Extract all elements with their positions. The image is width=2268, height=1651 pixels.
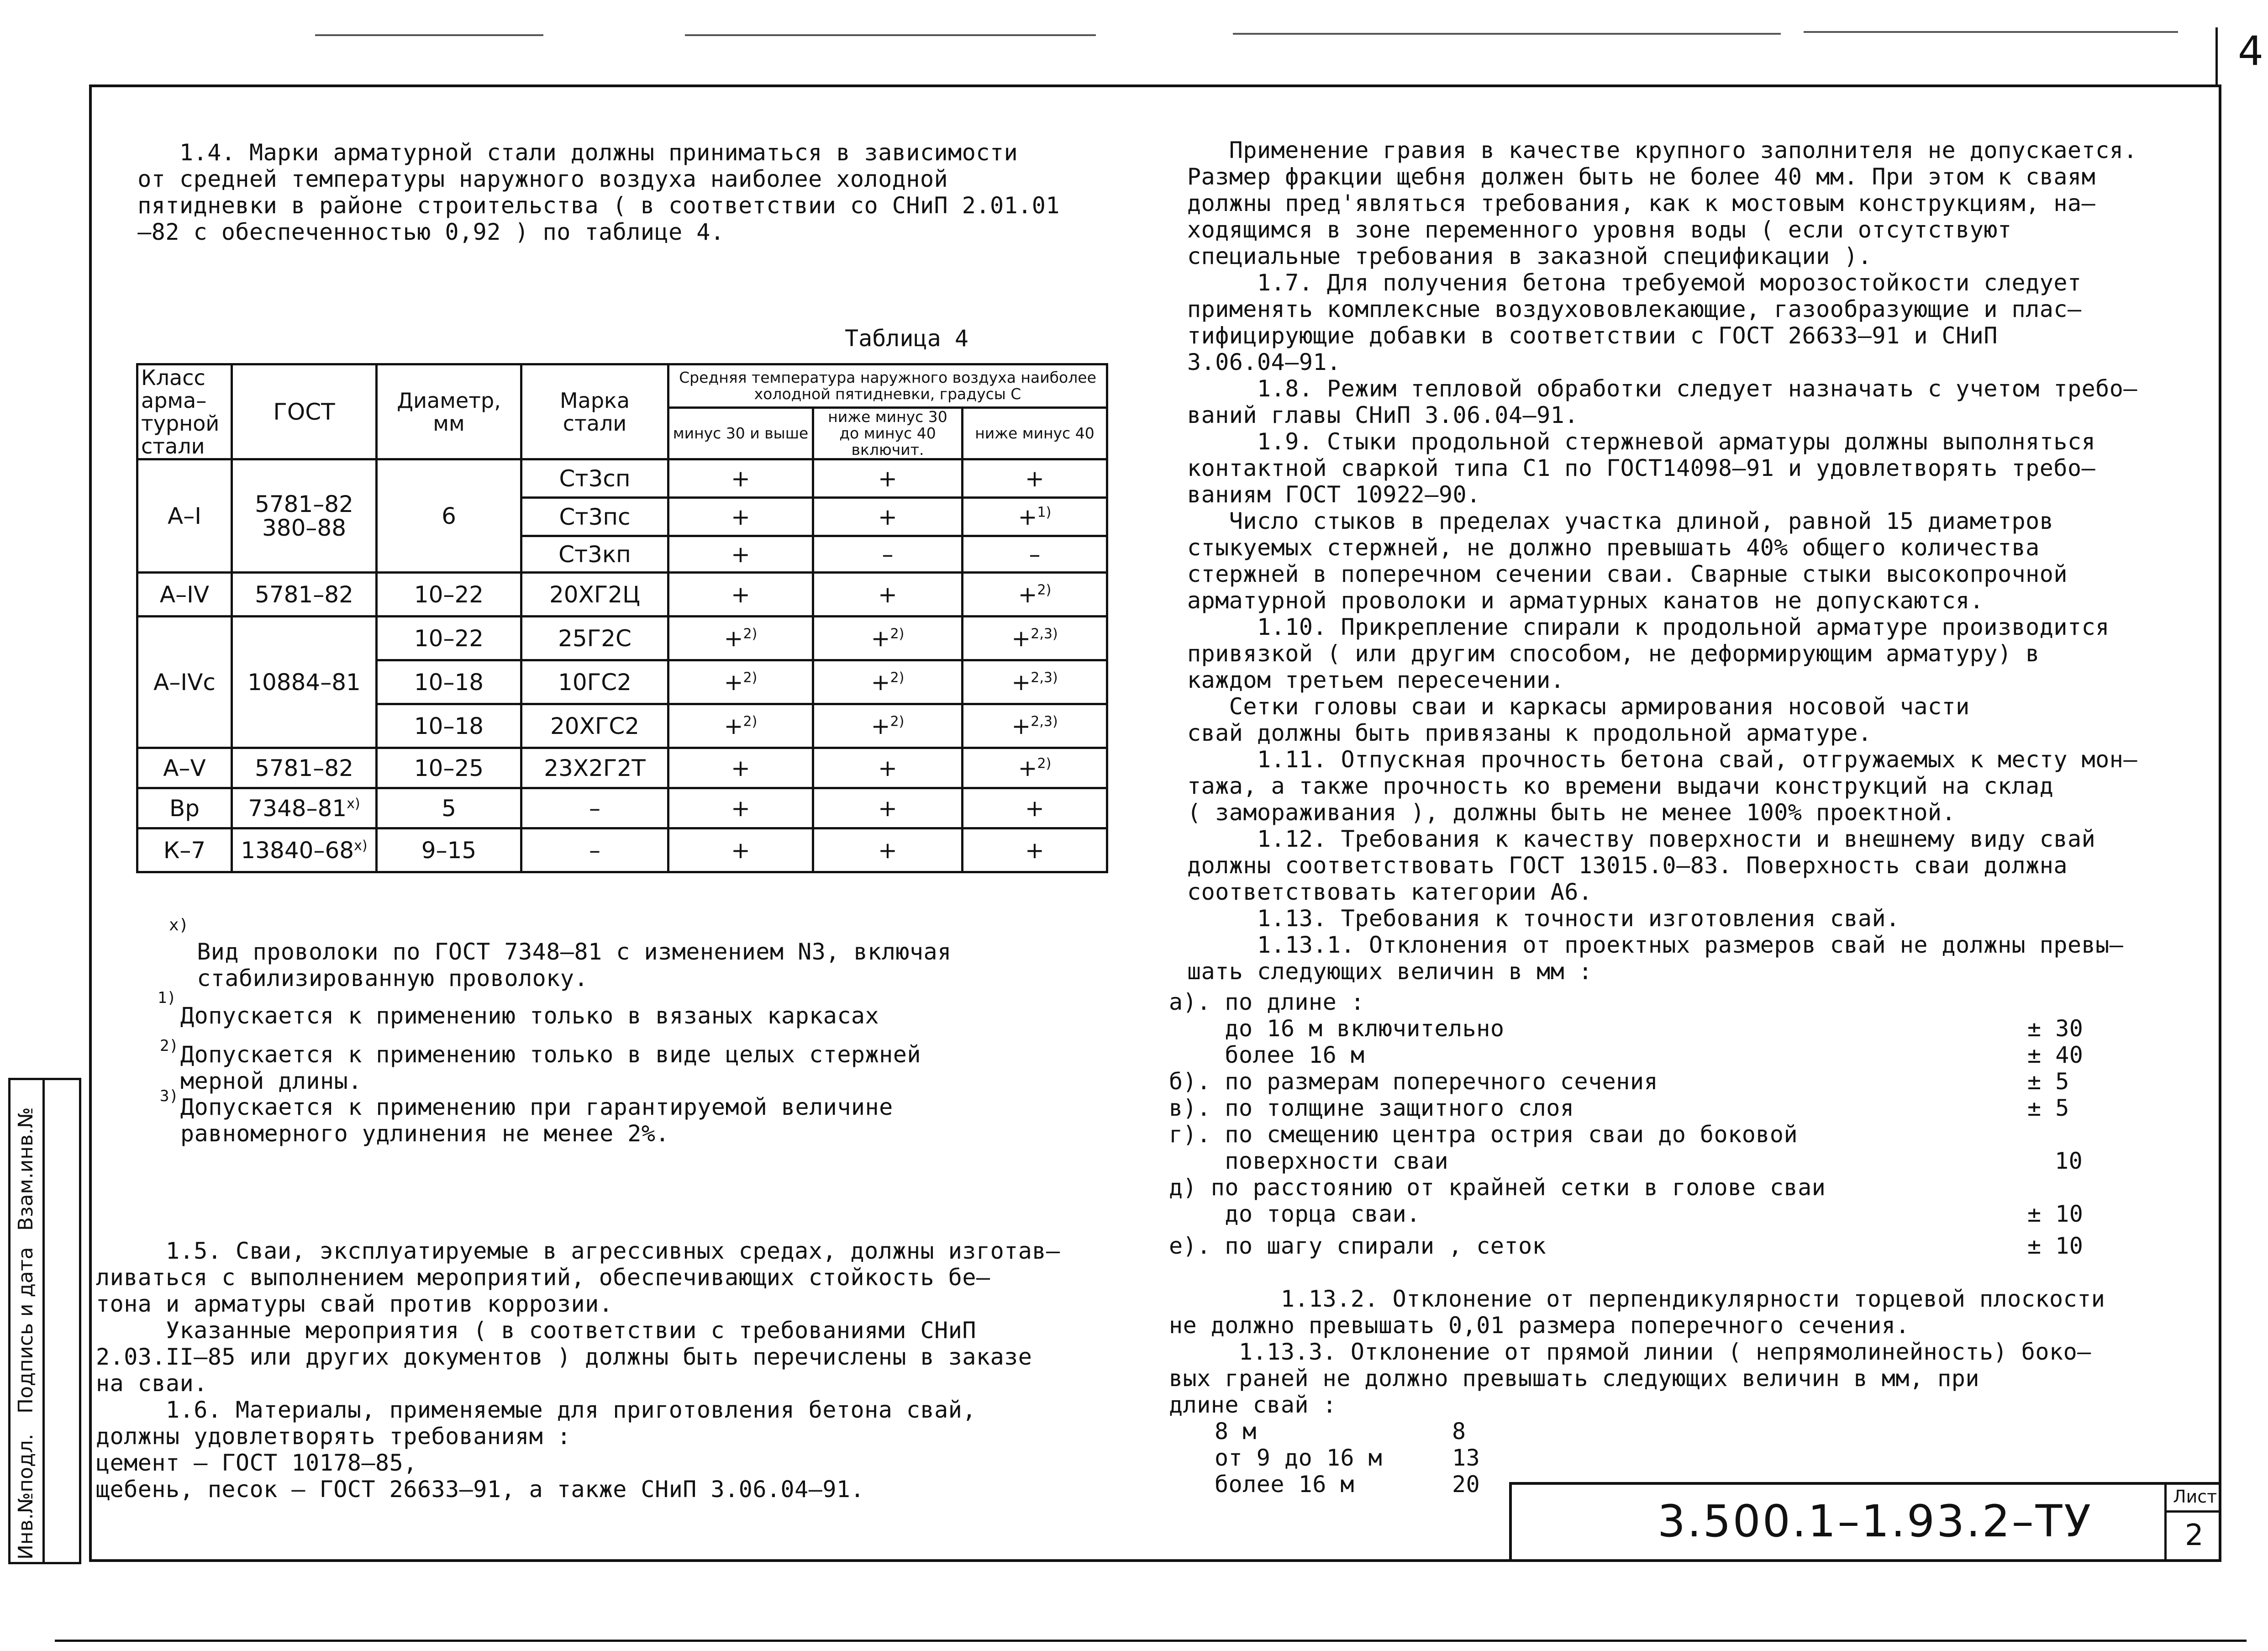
mark: + bbox=[871, 712, 890, 739]
length-row bbox=[1215, 1418, 1534, 1445]
cell-t3 bbox=[963, 704, 1107, 748]
cell-class: А–IVс bbox=[137, 617, 232, 748]
footnote-ref: 2) bbox=[743, 625, 758, 642]
footnote-ref: 1) bbox=[1037, 504, 1052, 520]
cell-diameter: 5 bbox=[377, 788, 521, 828]
cell-gost bbox=[232, 828, 377, 872]
footnote-ref: 2) bbox=[743, 713, 758, 729]
bottom-edge-line bbox=[55, 1640, 2247, 1642]
cell-t2: + bbox=[813, 748, 963, 788]
cell-t3 bbox=[963, 660, 1107, 704]
cell-diameter: 6 bbox=[377, 459, 521, 573]
cell-t1: + bbox=[668, 536, 813, 573]
cell-t3: + bbox=[963, 459, 1107, 498]
sidebar-label-replace: Взам.инв.№ bbox=[14, 1107, 37, 1231]
cell-grade: 25Г2С bbox=[521, 617, 668, 660]
gost-value: 7348–81 bbox=[248, 795, 347, 822]
tolerance-label: д) по расстоянию от крайней сетки в голове сваи bbox=[1169, 1174, 1826, 1201]
sidebar-label-inv: Инв.№подл. bbox=[14, 1434, 37, 1560]
mark: + bbox=[724, 669, 743, 696]
cell-diameter: 10–25 bbox=[377, 748, 521, 788]
paragraph-1-4: 1.4. Марки арматурной стали должны приниматься в зависимости от средней температуры наружного воздуха наиболее холодной пятидневки в районе строительства ( в соответствии со СНиП 2.01.01 –82 с обеспеченностью 0,92 ) по таблице 4. bbox=[137, 139, 1060, 245]
footnote-2: Допускается к применению только в виде целых стержней мерной длины. bbox=[180, 1041, 921, 1094]
cell-t1 bbox=[668, 617, 813, 660]
cell-class: А–I bbox=[137, 459, 232, 573]
length-label: 8 м bbox=[1215, 1418, 1257, 1445]
cell-grade: 20ХГС2 bbox=[521, 704, 668, 748]
cell-grade: 23Х2Г2Т bbox=[521, 748, 668, 788]
th-t1: минус 30 и выше bbox=[668, 408, 813, 459]
table-row bbox=[137, 788, 1107, 828]
th-temperature: Средняя температура наружного воздуха наиболее холодной пятидневки, градусы С bbox=[668, 364, 1107, 408]
mark: + bbox=[724, 625, 743, 652]
sidebar-stamp bbox=[8, 1078, 81, 1564]
th-t2: ниже минус 30 до минус 40 включит. bbox=[813, 408, 963, 459]
cell-gost: 5781–82 bbox=[232, 573, 377, 617]
tolerance-label: в). по толщине защитного слоя bbox=[1169, 1095, 1574, 1121]
length-label: от 9 до 16 м bbox=[1215, 1445, 1383, 1471]
cell-class: Вр bbox=[137, 788, 232, 828]
tolerance-label: до 16 м включительно bbox=[1169, 1015, 1505, 1042]
tolerance-row bbox=[1169, 1148, 2137, 1174]
cell-gost: 5781–82 380–88 bbox=[232, 459, 377, 573]
th-diameter: Диаметр, мм bbox=[377, 364, 521, 459]
tolerance-value: ± 5 bbox=[2027, 1095, 2069, 1121]
mark: + bbox=[1018, 503, 1037, 530]
cell-grade: 10ГС2 bbox=[521, 660, 668, 704]
tolerance-label: б). по размерам поперечного сечения bbox=[1169, 1068, 1658, 1095]
cell-diameter: 10–18 bbox=[377, 704, 521, 748]
table-title: Таблица 4 bbox=[845, 325, 968, 352]
tolerance-row bbox=[1169, 1201, 2137, 1233]
cell-grade: Ст3пс bbox=[521, 498, 668, 536]
mark: + bbox=[1011, 712, 1031, 739]
cell-grade: 20ХГ2Ц bbox=[521, 573, 668, 617]
table-row bbox=[137, 573, 1107, 617]
th-class: Класс арма– турной стали bbox=[137, 364, 232, 459]
length-list bbox=[1215, 1418, 1534, 1498]
cell-t2: + bbox=[813, 573, 963, 617]
cell-t3 bbox=[963, 573, 1107, 617]
footnote-ref: 2,3) bbox=[1031, 669, 1058, 686]
mark: + bbox=[1011, 625, 1031, 652]
steel-grade-table bbox=[136, 363, 1108, 873]
cell-t2 bbox=[813, 617, 963, 660]
tolerance-value: 10 bbox=[2055, 1148, 2083, 1174]
sheet-number: 2 bbox=[2185, 1519, 2204, 1552]
cell-t3: + bbox=[963, 788, 1107, 828]
mark: + bbox=[871, 669, 890, 696]
cell-diameter: 10–22 bbox=[377, 617, 521, 660]
scan-artifact-line bbox=[315, 34, 543, 36]
table-row bbox=[137, 459, 1107, 498]
tolerance-label: поверхности сваи bbox=[1169, 1148, 1449, 1174]
footnote-ref: 2) bbox=[890, 713, 905, 729]
cell-diameter: 9–15 bbox=[377, 828, 521, 872]
document-code: 3.500.1–1.93.2–ТУ bbox=[1658, 1496, 2093, 1547]
tolerance-label: г). по смещению центра острия сваи до боковой bbox=[1169, 1121, 1798, 1148]
cell-gost: 5781–82 bbox=[232, 748, 377, 788]
th-grade: Марка стали bbox=[521, 364, 668, 459]
footnote-ref: 2) bbox=[890, 669, 905, 686]
cell-t1: + bbox=[668, 573, 813, 617]
tolerance-label: е). по шагу спирали , сеток bbox=[1169, 1233, 1547, 1259]
cell-class: А–V bbox=[137, 748, 232, 788]
gost-value: 13840–68 bbox=[241, 837, 354, 864]
cell-diameter: 10–22 bbox=[377, 573, 521, 617]
th-t3: ниже минус 40 bbox=[963, 408, 1107, 459]
length-value: 8 bbox=[1452, 1418, 1466, 1445]
cell-t1 bbox=[668, 704, 813, 748]
footnote-mark-2: 2) bbox=[160, 1037, 179, 1055]
tolerance-list bbox=[1169, 989, 2137, 1259]
cell-t1: + bbox=[668, 828, 813, 872]
cell-t2 bbox=[813, 660, 963, 704]
tolerance-label: а). по длине : bbox=[1169, 989, 1365, 1015]
footnote-mark-1: 1) bbox=[158, 989, 176, 1007]
footnote-ref: 2,3) bbox=[1031, 625, 1058, 642]
mark: + bbox=[1018, 754, 1037, 781]
mark: + bbox=[1018, 581, 1037, 608]
th-gost: ГОСТ bbox=[232, 364, 377, 459]
sheet-box bbox=[2164, 1482, 2221, 1562]
mark: + bbox=[871, 625, 890, 652]
tolerance-label: до торца сваи. bbox=[1169, 1201, 1421, 1227]
length-value: 20 bbox=[1452, 1471, 1480, 1498]
tolerance-value: ± 30 bbox=[2027, 1015, 2084, 1042]
footnote-ref: x) bbox=[347, 795, 360, 812]
sidebar-label-sign: Подпись и дата bbox=[14, 1247, 37, 1414]
cell-t3: + bbox=[963, 828, 1107, 872]
cell-grade: Ст3кп bbox=[521, 536, 668, 573]
cell-t3 bbox=[963, 498, 1107, 536]
tolerance-row bbox=[1169, 1015, 2137, 1042]
cell-t1: + bbox=[668, 748, 813, 788]
cell-t2: + bbox=[813, 459, 963, 498]
scan-artifact-line bbox=[1804, 31, 2178, 33]
cell-grade: – bbox=[521, 788, 668, 828]
cell-t1: + bbox=[668, 788, 813, 828]
footnote-ref: 2) bbox=[1037, 755, 1052, 771]
cell-t1: + bbox=[668, 459, 813, 498]
scan-artifact-line bbox=[685, 34, 1096, 36]
length-value: 13 bbox=[1452, 1445, 1480, 1471]
paragraphs-1-5-1-6: 1.5. Сваи, эксплуатируемые в агрессивных средах, должны изготав– ливаться с выполнением мероприятий, обеспечивающих стойкость бе– тона и арматуры свай против коррозии. Указанные мероприятия ( в соответствии с требованиями СНиП 2.03.II–85 или других документов ) должны быть перечислены в заказе на сваи. 1.6. Материалы, применяемые для приготовления бетона свай, должны удовлетворять требованиям : цемент – ГОСТ 10178–85, щебень, песок – ГОСТ 26633–91, а также СНиП 3.06.04–91. bbox=[96, 1238, 1060, 1503]
mark: + bbox=[724, 712, 743, 739]
cell-class: К–7 bbox=[137, 828, 232, 872]
footnote-mark-x: x) bbox=[169, 916, 189, 934]
cell-t2: – bbox=[813, 536, 963, 573]
table-row bbox=[137, 828, 1107, 872]
table-row bbox=[137, 748, 1107, 788]
cell-t1 bbox=[668, 660, 813, 704]
tolerance-row bbox=[1169, 1233, 2137, 1259]
cell-t1: + bbox=[668, 498, 813, 536]
length-label: более 16 м bbox=[1215, 1471, 1355, 1498]
footnote-x: Вид проволоки по ГОСТ 7348–81 с изменением N3, включая стабилизированную проволоку. bbox=[197, 939, 952, 992]
footnote-ref: 2) bbox=[743, 669, 758, 686]
footnote-ref: 2,3) bbox=[1031, 713, 1058, 729]
tolerance-value: ± 10 bbox=[2027, 1201, 2084, 1227]
scan-artifact-line bbox=[1233, 33, 1781, 35]
cell-t2: + bbox=[813, 498, 963, 536]
cell-t3 bbox=[963, 748, 1107, 788]
page-number: 4 bbox=[2238, 27, 2263, 74]
tolerance-value: ± 5 bbox=[2027, 1068, 2069, 1095]
cell-t2: + bbox=[813, 828, 963, 872]
tolerance-value: ± 10 bbox=[2027, 1233, 2084, 1259]
mark: + bbox=[1011, 669, 1031, 696]
cell-t2: + bbox=[813, 788, 963, 828]
footnote-1: Допускается к применению только в вязаных каркасах bbox=[180, 1002, 879, 1029]
table-row bbox=[137, 617, 1107, 660]
tolerance-row bbox=[1169, 989, 2137, 1015]
tolerance-value: ± 40 bbox=[2027, 1042, 2084, 1068]
footnote-ref: 2) bbox=[890, 625, 905, 642]
cell-gost bbox=[232, 788, 377, 828]
length-row bbox=[1215, 1471, 1534, 1498]
right-text-top: Применение гравия в качестве крупного заполнителя не допускается. Размер фракции щебня должен быть не более 40 мм. При этом к сваям должны пред'являться требования, как к мостовым конструкциям, на– ходящимся в зоне переменного уровня воды ( если отсутствуют специальные требования в заказной спецификации ). 1.7. Для получения бетона требуемой морозостойкости следует применять комплексные воздухововлекающие, газообразующие и плас– тифицирующие добавки в соответствии с ГОСТ 26633–91 и СНиП 3.06.04–91. 1.8. Режим тепловой обработки следует назначать с учетом требо– ваний главы СНиП 3.06.04–91. 1.9. Стыки продольной стержневой арматуры должны выполняться контактной сваркой типа С1 по ГОСТ14098–91 и удовлетворять требо– ваниям ГОСТ 10922–90. Число стыков в пределах участка длиной, равной 15 диаметров стыкуемых стержней, не должно превышать 40% общего количества стержней в поперечном сечении сваи. Сварные стыки высокопрочной арматурной проволоки и арматурных канатов не допускаются. 1.10. Прикрепление спирали к продольной арматуре производится привязкой ( или другим способом, не деформирующим арматуру) в каждом третьем пересечении. Сетки головы сваи и каркасы армирования носовой части свай должны быть привязаны к продольной арматуре. 1.11. Отпускная прочность бетона свай, отгружаемых к месту мон– тажа, а также прочность ко времени выдачи конструкций на склад ( замораживания ), должны быть не менее 100% проектной. 1.12. Требования к качеству поверхности и внешнему виду свай должны соответствовать ГОСТ 13015.0–83. Поверхность сваи должна соответствовать категории А6. 1.13. Требования к точности изготовления свай. 1.13.1. Отклонения от проектных размеров свай не должны превы– шать следующих величин в мм : bbox=[1187, 137, 2137, 985]
tolerance-row bbox=[1169, 1095, 2137, 1121]
cell-t3 bbox=[963, 617, 1107, 660]
tolerance-label: более 16 м bbox=[1169, 1042, 1365, 1068]
cell-t2 bbox=[813, 704, 963, 748]
tolerance-row bbox=[1169, 1174, 2137, 1201]
footnote-3: Допускается к применению при гарантируемой величине равномерного удлинения не менее 2%. bbox=[180, 1094, 893, 1147]
sheet-label: Лист bbox=[2173, 1487, 2217, 1507]
cell-diameter: 10–18 bbox=[377, 660, 521, 704]
cell-class: А–IV bbox=[137, 573, 232, 617]
tolerance-row bbox=[1169, 1042, 2137, 1068]
cell-gost: 10884–81 bbox=[232, 617, 377, 748]
footnote-ref: x) bbox=[354, 837, 368, 854]
tolerance-row bbox=[1169, 1121, 2137, 1148]
footnote-ref: 2) bbox=[1037, 581, 1052, 598]
tolerance-row bbox=[1169, 1068, 2137, 1095]
cell-grade: – bbox=[521, 828, 668, 872]
cell-t3: – bbox=[963, 536, 1107, 573]
right-text-bottom: 1.13.2. Отклонение от перпендикулярности торцевой плоскости не должно превышать 0,01 размера поперечного сечения. 1.13.3. Отклонение от прямой линии ( непрямолинейность) боко– вых граней не должно превышать следующих величин в мм, при длине свай : bbox=[1169, 1286, 2105, 1418]
footnote-mark-3: 3) bbox=[160, 1087, 179, 1105]
length-row bbox=[1215, 1445, 1534, 1471]
cell-grade: Ст3сп bbox=[521, 459, 668, 498]
